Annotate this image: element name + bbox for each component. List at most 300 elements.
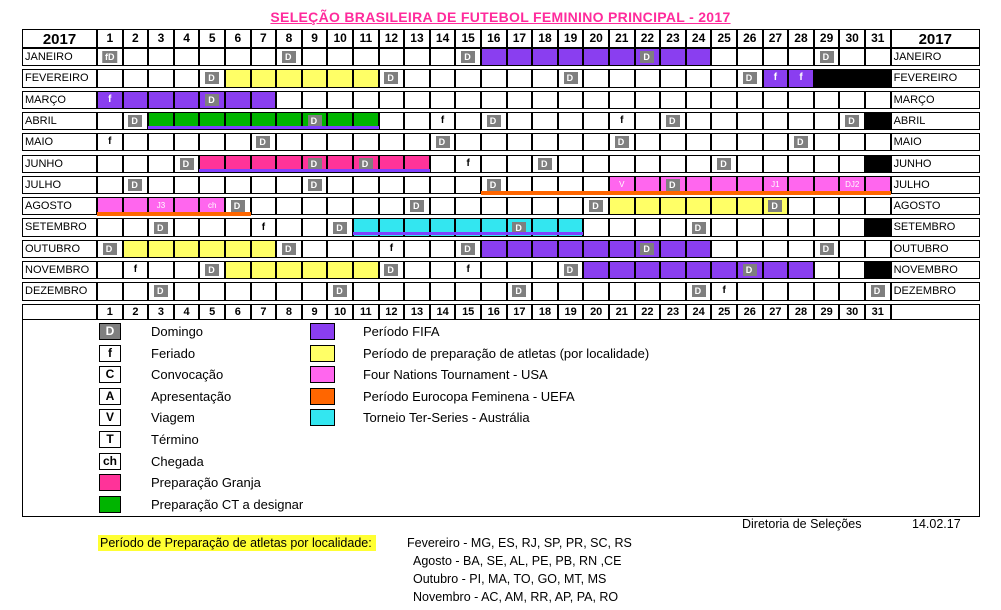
domingo-mark: D: [461, 51, 475, 63]
domingo-mark: D: [717, 158, 731, 170]
day-cell: [865, 282, 891, 300]
day-number-header: 4: [174, 29, 200, 48]
day-cell: [763, 197, 789, 215]
day-cell: [507, 133, 533, 151]
day-cell: [532, 69, 558, 87]
domingo-mark: D: [845, 115, 859, 127]
day-cell: [583, 218, 609, 236]
day-number-footer: 8: [276, 304, 302, 320]
event-mark: V: [619, 179, 625, 189]
day-cell: [558, 261, 584, 279]
day-cell: [430, 261, 456, 279]
day-number-footer: 24: [686, 304, 712, 320]
day-number-header: 12: [379, 29, 405, 48]
day-cell: [660, 155, 686, 173]
day-number-header: 13: [404, 29, 430, 48]
day-number-footer: 13: [404, 304, 430, 320]
legend-swatch: [310, 323, 335, 340]
day-cell: [276, 282, 302, 300]
day-cell: [609, 197, 635, 215]
day-cell: [251, 240, 277, 258]
legend-label: Preparação Granja: [151, 475, 261, 491]
day-number-header: 22: [635, 29, 661, 48]
day-cell: [839, 69, 865, 87]
feriado-mark: f: [440, 115, 445, 127]
day-cell: [251, 48, 277, 66]
day-cell: [481, 155, 507, 173]
day-number-footer: 22: [635, 304, 661, 320]
day-cell: [711, 69, 737, 87]
day-cell: [225, 133, 251, 151]
day-cell: [225, 176, 251, 194]
month-label-right: AGOSTO: [891, 197, 980, 215]
day-cell: [148, 69, 174, 87]
day-cell: [814, 197, 840, 215]
day-cell: [763, 112, 789, 130]
domingo-mark: D: [282, 243, 296, 255]
month-label: DEZEMBRO: [22, 282, 97, 300]
day-cell: [532, 91, 558, 109]
domingo-mark: D: [308, 158, 322, 170]
day-cell: [174, 282, 200, 300]
day-cell: [583, 133, 609, 151]
day-number-header: 30: [839, 29, 865, 48]
day-cell: [865, 218, 891, 236]
day-cell: [609, 282, 635, 300]
day-cell: [404, 176, 430, 194]
month-label: ABRIL: [22, 112, 97, 130]
day-cell: [686, 240, 712, 258]
day-cell: [583, 261, 609, 279]
day-cell: [763, 155, 789, 173]
day-cell: [430, 69, 456, 87]
day-number-header: 29: [814, 29, 840, 48]
day-number-header: 11: [353, 29, 379, 48]
day-cell: [660, 197, 686, 215]
day-cell: [814, 69, 840, 87]
day-cell: [507, 112, 533, 130]
day-cell: [430, 176, 456, 194]
event-mark: J3: [156, 201, 166, 211]
month-label: NOVEMBRO: [22, 261, 97, 279]
day-cell: [251, 176, 277, 194]
legend-label: Período FIFA: [363, 324, 440, 339]
day-cell: [302, 218, 328, 236]
year-label-left: 2017: [22, 29, 97, 48]
domingo-mark: D: [743, 72, 757, 84]
month-label: FEVEREIRO: [22, 69, 97, 87]
day-cell: [97, 282, 123, 300]
domingo-mark: D: [743, 264, 757, 276]
day-number-header: 15: [455, 29, 481, 48]
month-label: JUNHO: [22, 155, 97, 173]
day-cell: [481, 282, 507, 300]
day-cell: [839, 282, 865, 300]
domingo-mark: D: [461, 243, 475, 255]
day-cell: [839, 133, 865, 151]
day-cell: [353, 176, 379, 194]
domingo-mark: D: [564, 264, 578, 276]
day-number-header: 17: [507, 29, 533, 48]
day-cell: [123, 176, 149, 194]
day-number-footer: 2: [123, 304, 149, 320]
feriado-mark: f: [108, 93, 112, 105]
day-cell: [276, 133, 302, 151]
day-number-header: 20: [583, 29, 609, 48]
day-cell: [558, 112, 584, 130]
day-cell: [865, 240, 891, 258]
feriado-mark: f: [261, 221, 266, 233]
day-number-header: 6: [225, 29, 251, 48]
day-cell: [379, 197, 405, 215]
month-label-right: NOVEMBRO: [891, 261, 980, 279]
day-cell: [558, 197, 584, 215]
day-cell: [276, 261, 302, 279]
day-cell: [814, 155, 840, 173]
domingo-mark: D: [384, 264, 398, 276]
month-label-right: JANEIRO: [891, 48, 980, 66]
day-cell: [865, 112, 891, 130]
day-cell: [199, 261, 225, 279]
day-cell: [199, 282, 225, 300]
day-cell: [839, 112, 865, 130]
event-mark: J1: [771, 179, 780, 189]
day-cell: [558, 155, 584, 173]
day-cell: [123, 112, 149, 130]
day-cell: [276, 69, 302, 87]
day-cell: [686, 133, 712, 151]
day-cell: [430, 240, 456, 258]
day-cell: [174, 240, 200, 258]
day-cell: [404, 91, 430, 109]
day-cell: [865, 133, 891, 151]
domingo-mark: D: [256, 136, 270, 148]
day-cell: [635, 197, 661, 215]
day-number-footer: 12: [379, 304, 405, 320]
legend-symbol: A: [99, 388, 121, 405]
day-number-footer: 17: [507, 304, 533, 320]
fifa-underline: [148, 126, 378, 129]
day-cell: [686, 282, 712, 300]
day-cell: [430, 133, 456, 151]
day-cell: [788, 155, 814, 173]
day-cell: [711, 112, 737, 130]
footer-label: Período de Preparação de atletas por localidade:: [98, 535, 376, 551]
day-number-header: 26: [737, 29, 763, 48]
day-cell: [123, 91, 149, 109]
day-cell: [404, 133, 430, 151]
legend-label: Viagem: [151, 410, 195, 426]
day-cell: [814, 282, 840, 300]
day-number-header: 7: [251, 29, 277, 48]
domingo-mark: D: [282, 51, 296, 63]
day-cell: [532, 133, 558, 151]
day-cell: [148, 240, 174, 258]
day-cell: [174, 69, 200, 87]
day-cell: [199, 48, 225, 66]
legend-symbol: [99, 474, 121, 491]
day-number-footer: 3: [148, 304, 174, 320]
day-number-footer: 20: [583, 304, 609, 320]
day-cell: [583, 112, 609, 130]
day-cell: [251, 133, 277, 151]
day-cell: [507, 91, 533, 109]
day-cell: [711, 218, 737, 236]
day-cell: [609, 69, 635, 87]
day-cell: [635, 112, 661, 130]
day-number-header: 16: [481, 29, 507, 48]
day-cell: [609, 112, 635, 130]
day-number-header: 10: [327, 29, 353, 48]
day-cell: [635, 240, 661, 258]
day-cell: [686, 112, 712, 130]
day-cell: [788, 197, 814, 215]
domingo-mark: D: [205, 94, 219, 106]
feriado-mark: f: [799, 72, 803, 84]
day-number-footer: 30: [839, 304, 865, 320]
domingo-mark: D: [333, 222, 347, 234]
day-cell: [327, 261, 353, 279]
domingo-mark: D: [512, 285, 526, 297]
day-cell: [379, 69, 405, 87]
eurocopa-bar: [97, 212, 251, 216]
month-label-right: JULHO: [891, 176, 980, 194]
day-cell: [123, 218, 149, 236]
day-cell: [225, 91, 251, 109]
feriado-mark: f: [108, 136, 112, 148]
day-number-footer: 11: [353, 304, 379, 320]
day-cell: [507, 155, 533, 173]
domingo-mark: D: [487, 115, 501, 127]
day-cell: [123, 155, 149, 173]
domingo-mark: D: [128, 115, 142, 127]
feriado-mark: f: [466, 157, 470, 169]
legend-symbol: [99, 496, 121, 513]
day-cell: [123, 69, 149, 87]
domingo-mark: D: [820, 243, 834, 255]
day-cell: [635, 218, 661, 236]
year-label-right: 2017: [891, 29, 980, 48]
day-cell: [148, 282, 174, 300]
day-cell: [481, 197, 507, 215]
domingo-mark: D: [640, 51, 654, 63]
day-number-footer: 26: [737, 304, 763, 320]
day-cell: [430, 282, 456, 300]
footer-line: Agosto - BA, SE, AL, PE, PB, RN ,CE: [413, 554, 622, 568]
day-number-header: 5: [199, 29, 225, 48]
day-cell: [302, 282, 328, 300]
day-cell: [737, 240, 763, 258]
day-number-footer: 15: [455, 304, 481, 320]
domingo-mark: D: [564, 72, 578, 84]
day-cell: [225, 218, 251, 236]
day-cell: [302, 176, 328, 194]
day-cell: [430, 155, 456, 173]
domingo-mark: D: [180, 158, 194, 170]
day-cell: [686, 91, 712, 109]
day-cell: [276, 176, 302, 194]
month-label-right: MARÇO: [891, 91, 980, 109]
day-cell: [430, 112, 456, 130]
legend-label: Feriado: [151, 345, 196, 361]
day-cell: [302, 261, 328, 279]
day-cell: [635, 91, 661, 109]
month-label: SETEMBRO: [22, 218, 97, 236]
day-cell: [686, 197, 712, 215]
day-cell: [788, 261, 814, 279]
legend-symbol: V: [99, 409, 121, 426]
day-cell: [455, 48, 481, 66]
domingo-mark: D: [487, 179, 501, 191]
day-cell: [276, 197, 302, 215]
day-cell: [532, 112, 558, 130]
day-cell: [302, 240, 328, 258]
day-cell: [174, 133, 200, 151]
day-cell: [251, 197, 277, 215]
day-cell: [327, 91, 353, 109]
day-cell: [379, 133, 405, 151]
day-cell: [353, 282, 379, 300]
day-cell: [379, 240, 405, 258]
day-cell: [276, 240, 302, 258]
domingo-mark: D: [512, 222, 526, 234]
domingo-mark: D: [692, 285, 706, 297]
calendar-grid: [22, 29, 980, 319]
day-cell: [481, 48, 507, 66]
domingo-mark: D: [666, 179, 680, 191]
day-cell: [558, 48, 584, 66]
day-cell: [481, 69, 507, 87]
day-cell: [609, 240, 635, 258]
day-cell: [711, 48, 737, 66]
day-cell: [97, 112, 123, 130]
day-number-footer: 1: [97, 304, 123, 320]
day-cell: [251, 218, 277, 236]
month-label-right: ABRIL: [891, 112, 980, 130]
day-cell: [430, 91, 456, 109]
month-label-right: MAIO: [891, 133, 980, 151]
day-number-footer: 31: [865, 304, 891, 320]
domingo-mark: D: [768, 200, 782, 212]
day-cell: [686, 261, 712, 279]
day-cell: [558, 133, 584, 151]
domingo-mark: D: [359, 158, 373, 170]
domingo-mark: D: [640, 243, 654, 255]
day-cell: [97, 91, 123, 109]
domingo-mark: D: [692, 222, 706, 234]
day-cell: [635, 261, 661, 279]
day-cell: [686, 69, 712, 87]
feriado-mark: f: [466, 264, 470, 276]
day-cell: [711, 133, 737, 151]
day-cell: [711, 91, 737, 109]
day-number-footer: 28: [788, 304, 814, 320]
day-cell: [123, 48, 149, 66]
day-cell: [839, 48, 865, 66]
day-cell: [558, 69, 584, 87]
day-cell: [737, 155, 763, 173]
day-cell: [455, 112, 481, 130]
domingo-mark: D: [205, 264, 219, 276]
domingo-mark: D: [308, 115, 322, 127]
domingo-mark: D: [820, 51, 834, 63]
domingo-mark: D: [666, 115, 680, 127]
day-cell: [558, 282, 584, 300]
day-cell: [123, 261, 149, 279]
domingo-mark: D: [871, 285, 885, 297]
day-cell: [635, 69, 661, 87]
domingo-mark: D: [410, 200, 424, 212]
day-cell: [404, 197, 430, 215]
day-number-footer: 10: [327, 304, 353, 320]
day-cell: [379, 261, 405, 279]
legend-label: Preparação CT a designar: [151, 496, 304, 512]
day-cell: [507, 261, 533, 279]
legend-symbol: C: [99, 366, 121, 383]
day-cell: [455, 197, 481, 215]
day-cell: [737, 197, 763, 215]
day-cell: [763, 261, 789, 279]
day-cell: [737, 282, 763, 300]
day-cell: [302, 69, 328, 87]
month-label: JANEIRO: [22, 48, 97, 66]
day-cell: [353, 69, 379, 87]
day-cell: [814, 261, 840, 279]
day-cell: [174, 91, 200, 109]
month-label: OUTUBRO: [22, 240, 97, 258]
day-cell: [558, 91, 584, 109]
day-cell: [251, 261, 277, 279]
day-cell: [763, 48, 789, 66]
day-cell: [353, 48, 379, 66]
day-cell: [532, 48, 558, 66]
document-date: 14.02.17: [912, 517, 961, 531]
day-number-footer: 25: [711, 304, 737, 320]
day-cell: [199, 176, 225, 194]
day-number-footer: 4: [174, 304, 200, 320]
day-number-header: 28: [788, 29, 814, 48]
day-cell: [404, 240, 430, 258]
page-title: SELEÇÃO BRASILEIRA DE FUTEBOL FEMININO PRINCIPAL - 2017: [270, 9, 731, 25]
day-cell: [379, 48, 405, 66]
day-cell: [379, 91, 405, 109]
legend-label: Convocação: [151, 367, 224, 383]
day-cell: [737, 69, 763, 87]
day-number-footer: 29: [814, 304, 840, 320]
domingo-mark: D: [154, 285, 168, 297]
day-cell: [97, 218, 123, 236]
day-cell: [251, 282, 277, 300]
domingo-mark: D: [308, 179, 322, 191]
day-cell: [302, 48, 328, 66]
legend-symbol: ch: [99, 453, 121, 470]
day-cell: [327, 48, 353, 66]
day-cell: [174, 176, 200, 194]
signature: Diretoria de Seleções: [742, 517, 862, 531]
month-label: AGOSTO: [22, 197, 97, 215]
day-cell: [327, 133, 353, 151]
day-cell: [174, 155, 200, 173]
day-number-footer: 18: [532, 304, 558, 320]
day-number-footer: 5: [199, 304, 225, 320]
day-cell: [763, 240, 789, 258]
day-cell: [327, 218, 353, 236]
eurocopa-bar: [481, 191, 891, 195]
day-cell: [532, 155, 558, 173]
domingo-mark: D: [205, 72, 219, 84]
day-cell: [199, 69, 225, 87]
day-cell: [225, 261, 251, 279]
